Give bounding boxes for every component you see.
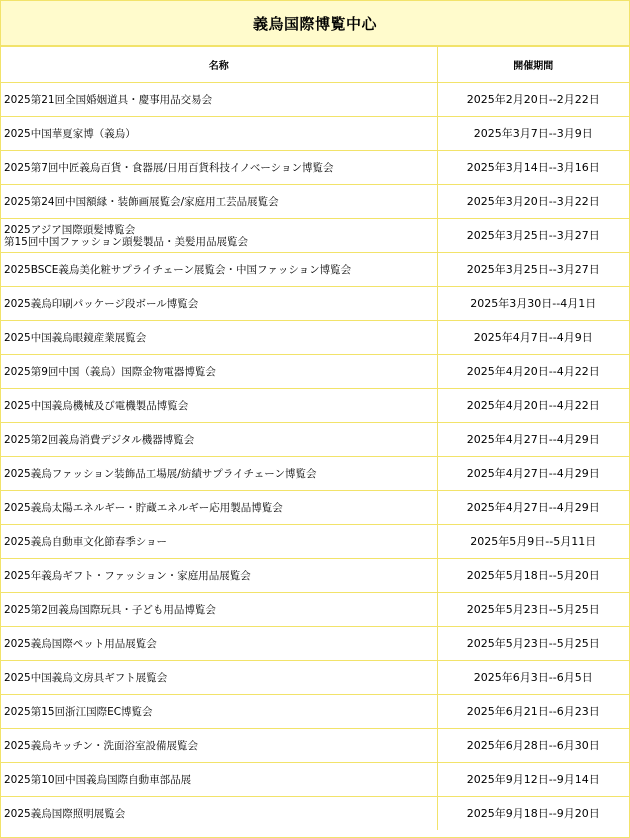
header-period: 開催期間	[437, 47, 629, 83]
exhibition-name: 2025義烏太陽エネルギー・貯蔵エネルギー応用製品博覧会	[1, 491, 437, 525]
table-title: 義烏国際博覧中心	[252, 14, 377, 33]
exhibition-period: 2025年9月12日--9月14日	[437, 763, 629, 797]
exhibition-name: 2025中国華夏家博（義烏）	[1, 117, 437, 151]
table-row	[1, 389, 629, 423]
exhibition-name-line-1: 2025アジア国際頭髪博覧会	[4, 223, 136, 236]
exhibition-name-line-2: 第15回中国ファッション頭髪製品・美髪用品展覧会	[4, 235, 248, 248]
exhibition-name: 2025第2回義烏消費デジタル機器博覧会	[1, 423, 437, 457]
exhibition-period: 2025年3月25日--3月27日	[437, 219, 629, 253]
exhibition-name: 2025第10回中国義烏国際自動車部品展	[1, 763, 437, 797]
table-row	[1, 253, 629, 287]
exhibition-name: 2025中国義烏文房具ギフト展覧会	[1, 661, 437, 695]
exhibition-period: 2025年4月27日--4月29日	[437, 491, 629, 525]
exhibition-period: 2025年5月23日--5月25日	[437, 593, 629, 627]
exhibition-period: 2025年4月7日--4月9日	[437, 321, 629, 355]
exhibition-period: 2025年3月30日--4月1日	[437, 287, 629, 321]
table-row	[1, 83, 629, 117]
exhibition-period: 2025年2月20日--2月22日	[437, 83, 629, 117]
exhibition-table	[1, 47, 629, 830]
exhibition-period: 2025年4月27日--4月29日	[437, 423, 629, 457]
table-row	[1, 287, 629, 321]
exhibition-name: 2025義烏ファッション装飾品工場展/紡績サプライチェーン博覧会	[1, 457, 437, 491]
exhibition-name: 2025第2回義烏国際玩具・子ども用品博覧会	[1, 593, 437, 627]
exhibition-name: 2025義烏国際照明展覧会	[1, 797, 437, 831]
exhibition-name: 2025第7回中匠義烏百貨・食器展/日用百貨科技イノベーション博覧会	[1, 151, 437, 185]
exhibition-name	[1, 219, 437, 253]
table-row	[1, 593, 629, 627]
exhibition-name: 2025義烏国際ペット用品展覧会	[1, 627, 437, 661]
table-row	[1, 117, 629, 151]
table-row	[1, 491, 629, 525]
exhibition-name: 2025第9回中国（義烏）国際金物電器博覧会	[1, 355, 437, 389]
exhibition-name: 2025BSCE義烏美化粧サプライチェーン展覧会・中国ファッション博覧会	[1, 253, 437, 287]
title-bar	[1, 1, 629, 47]
exhibition-period: 2025年6月28日--6月30日	[437, 729, 629, 763]
table-row	[1, 559, 629, 593]
exhibition-period: 2025年3月20日--3月22日	[437, 185, 629, 219]
table-row	[1, 525, 629, 559]
table-row	[1, 423, 629, 457]
table-row	[1, 321, 629, 355]
exhibition-name: 2025第21回全国婚姻道具・慶事用品交易会	[1, 83, 437, 117]
table-row	[1, 355, 629, 389]
table-row	[1, 661, 629, 695]
header-row	[1, 47, 629, 83]
table-row	[1, 151, 629, 185]
exhibition-name: 2025中国義烏眼鏡産業展覧会	[1, 321, 437, 355]
exhibition-period: 2025年6月3日--6月5日	[437, 661, 629, 695]
exhibition-period: 2025年6月21日--6月23日	[437, 695, 629, 729]
exhibition-period: 2025年4月20日--4月22日	[437, 389, 629, 423]
exhibition-period: 2025年3月14日--3月16日	[437, 151, 629, 185]
exhibition-period: 2025年3月7日--3月9日	[437, 117, 629, 151]
exhibition-name: 2025第15回浙江国際EC博覧会	[1, 695, 437, 729]
table-row	[1, 763, 629, 797]
exhibition-name: 2025義烏自動車文化節春季ショー	[1, 525, 437, 559]
table-row	[1, 185, 629, 219]
table-row	[1, 797, 629, 831]
exhibition-name: 2025年義烏ギフト・ファッション・家庭用品展覧会	[1, 559, 437, 593]
header-name: 名称	[1, 47, 437, 83]
table-row	[1, 695, 629, 729]
table-row	[1, 457, 629, 491]
exhibition-period: 2025年4月27日--4月29日	[437, 457, 629, 491]
table-row	[1, 729, 629, 763]
exhibition-period: 2025年3月25日--3月27日	[437, 253, 629, 287]
exhibition-period: 2025年5月18日--5月20日	[437, 559, 629, 593]
exhibition-period: 2025年5月23日--5月25日	[437, 627, 629, 661]
exhibition-period: 2025年9月18日--9月20日	[466, 806, 600, 820]
exhibition-name: 2025中国義烏機械及び電機製品博覧会	[1, 389, 437, 423]
exhibition-name: 2025第24回中国額縁・装飾画展覧会/家庭用工芸品展覧会	[1, 185, 437, 219]
exhibition-period: 2025年4月20日--4月22日	[437, 355, 629, 389]
exhibition-name: 2025義烏キッチン・洗面浴室設備展覧会	[1, 729, 437, 763]
exhibition-name: 2025義烏印刷パッケージ段ボール博覧会	[1, 287, 437, 321]
table-row	[1, 627, 629, 661]
table-row	[1, 219, 629, 253]
exhibition-period: 2025年5月9日--5月11日	[437, 525, 629, 559]
